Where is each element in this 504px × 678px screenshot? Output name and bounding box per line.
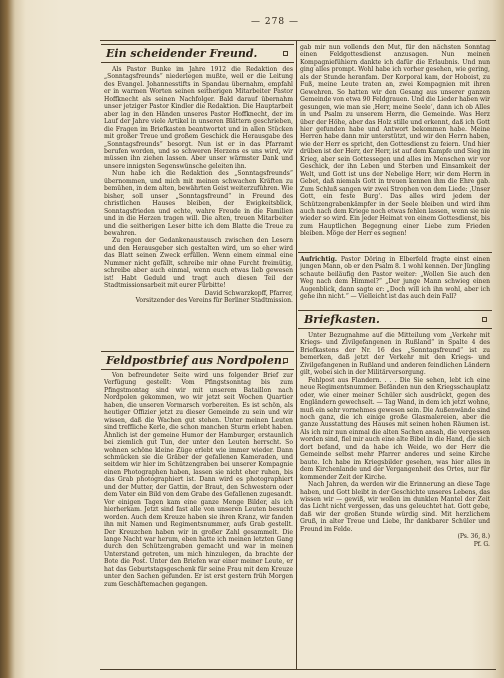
article1-rule-bottom [101, 62, 294, 63]
article1-corner-mark [283, 51, 288, 56]
briefkasten-body [300, 332, 490, 666]
briefkasten-paragraph: Nach Jahren, da werden wir die Erinnerung an diese Tage haben, und Gott bleibt in der Geschichte unseres Lebens, das wissen wir — gewiß, wir wollen im dunklen Mantel der Zeit das Licht nicht vergessen, das uns geleuchtet hat. Gott gebe, daß wir der großen Stunde würdig sind. Mit herzlichem Gruß, in alter Treue und Liebe, Ihr dankbarer Schüler und Freund im Felde. [300, 481, 490, 533]
notice-text: Pastor Döring in Elberfeld fragte einst einen jungen Mann, ob er den Psalm 8. 1 wohl kennen. Der Jüngling schaute beiläufig den Pastor weiter: „Wollen Sie auch den Weg nach dem Himmel?“ „Der junge Mann schwieg einen Augenblick, dann sagte er: „Doch will ich ihn wohl, aber ich gehe ihn nicht.“ — Vielleicht ist das auch dein Fall? [300, 256, 490, 301]
article2-title: Feldpostbrief aus Nordpolen. [106, 354, 286, 367]
briefkasten-signature: Pf. G. [473, 540, 490, 548]
article2-body [104, 372, 293, 666]
notice-label: Aufrichtig. [300, 256, 337, 263]
briefkasten-reference: (Ps. 36, 8.) [457, 533, 490, 541]
column-divider [296, 40, 297, 670]
briefkasten-corner-mark [482, 317, 487, 322]
notice-paragraph [300, 256, 490, 301]
article1-paragraph: Als Pastor Bunke im Jahre 1912 die Redaktion des „Sonntagsfreunds“ niederlegen mußte, weil er die Leitung des Evangel. Johannesstifts in Spandau übernahm, empfahl er in warmen Worten seinen seitherigen Mitarbeiter Pastor Hoffknecht als seinen Nachfolger. Bald darauf übernahm unser jetziger Pastor Kindler die Redaktion. Die Hauptarbeit aber lag in den Händen unseres Pastor Hoffknecht, der im Lauf der Jahre viele Artikel in unseren Blättern geschrieben, die Fragen im Briefkasten beantwortet und in allen Stücken mit großer Treue und großem Geschick die Herausgabe des „Sonntagsfreunds“ besorgt. Nun ist er in das Pfarramt berufen worden, und so schweren Herzens es uns wird, wir müssen ihn ziehen lassen. Aber unser wärmster Dank und unsere innigsten Segenswünsche geleiten ihn. [104, 66, 293, 170]
notice-rule-top [298, 252, 492, 253]
article-continuation [300, 44, 490, 250]
article2-paragraph: Von befreundeter Seite wird uns folgender Brief zur Verfügung gestellt: Vom Pfingstsonntag bis zum Pfingstmontag sind wir mit unserem Bataillon nach Nordpolen gekommen, wo wir jetzt seit Wochen Quartier haben, die unseren Vormarsch vorbereiten. Es ist schön, als heutiger Offizier jetzt zu dieser Gemeinde zu sein und wir wissen, daß die Wachen gut stehen. Unter meinen Leuten sind treffliche Kerle, die schon manchen Sturm erlebt haben. Ähnlich ist der gemeine Humor der Hamburger, erstaunlich bei ziemlich gut Tun, der unter den Leuten herrscht. So wohnen schöne kleine Züge erlebt wie immer wieder. Dann schmücken sie die Gräber der gefallenen Kameraden, und seitdem wir hier im Schützengraben bei unserer Kompagnie einen Photographen haben, lassen sie nicht eher ruhen, bis das Grab photographiert ist. Dann wird es photographiert und der Mutter, der Gattin, der Braut, den Schwestern oder dem Vater ein Bild von dem Grabe des Gefallenen zugesandt. Vor einigen Tagen kam eine ganze Menge Bilder, als ich hierherkam. Jetzt sind fast alle von unseren Leuten besucht worden. Auch dem Kreuze haben sie ihren Kranz, wir fanden ihn mit Namen und Regimentsnummer, aufs Grab gestellt. Der Kreuzchen haben wir in großer Zahl gesammelt. Die lange Nacht war herum, eben hatte ich meinen letzten Gang durch den Schützengraben gemacht und war in meinen Unterstand getreten, um mich hinzulegen, da brachte der Bote die Post. Unter den Briefen war einer meiner Leute, er hat das Geburtstagsgeschenk für seine Frau mit dem Kreuze unter den Sachen gefunden. Er ist erst gestern früh Morgen zum Geschäftemachen gegangen. [104, 372, 293, 588]
briefkasten-title: Briefkasten. [304, 313, 380, 326]
article1-body [104, 66, 293, 346]
notice-block [300, 256, 490, 306]
article1-paragraph: Nun habe ich die Redaktion des „Sonntagsfreunds“ übernommen, und mich mit meinen schwachen Kräften zu bemühen, in dem alten, bewährten Geist weiterzuführen. Wie bisher, soll unser „Sonntagsfreund“ in Freund des christlichen Hauses bleiben, der Ewigkeitsblick, Sonntagsfrieden und echte, wahre Freude in die Familien und in die Herzen tragen will. Die alten, treuen Mitarbeiter und die seitherigen Leser bitte ich dem Blatte die Treue zu bewahren. [104, 170, 293, 237]
article2-rule-top [101, 351, 294, 352]
article1-signature: David Schwarzkopff, Pfarrer, [204, 289, 293, 297]
briefkasten-rule-bottom [298, 328, 492, 329]
article2-rule-bottom [101, 369, 294, 370]
article1-title: Ein scheidender Freund. [106, 47, 258, 60]
article2-corner-mark [283, 358, 288, 363]
article1-paragraph: Zu regen der Gedankenaustausch zwischen den Lesern und den Herausgeber sich gestalten wird, um so eher wird das Blatt seinen Zweck erfüllen. Wenn einem einmal eine Nummer nicht gefällt, schreibe mir ohne Furcht freimütig, schreibe aber auch einmal, wenn euch etwas lieb gewesen ist! Habt Geduld und tragt auch diesen Teil der Stadtmissionsarbeit mit eurer Fürbitte! [104, 237, 293, 290]
briefkasten-paragraph: Fehlpost aus Flandern. . . . Die Sie sehen, lebt ich eine neue Regimentsnummer. Befänden nun den Kriegsschauplatz oder, wie einer meiner Schüler sich ausdrückt, gegen des Engländern gewechselt. — Tag Wand, in dem ich jetzt wohne, muß ein sehr vornehmes gewesen sein. Die Außenwände sind noch ganz, die ich einige große Glasmalereien, aber die ganze Ausstattung des Hauses mit seinen hohen Räumen ist. Als ich mir nun einmal die alten Sachen ansah, die vergessen worden sind, fiel mir auch eine alte Bibel in die Hand, die sich dort befand, und da habe ich Weide, wo der Herr die Gemeinde selbst mehr Pfarrer anderes und seine Kirche baute. Ich habe im Kriegsbilder gesehen, was hier alles in dem Kirchenlande und der Vergangenheit des Ortes, nur für kommender Zeit der Kirche. [300, 376, 490, 481]
page-number: — 278 — [251, 17, 299, 27]
article1-rule-top [101, 44, 294, 45]
briefkasten-paragraph: Unter Bezugnahme auf die Mitteilung vom „Verkehr mit Kriegs- und Zivilgefangenen in Rußland“ in Spalte 4 des Briefkastens der Nr. 16 des „Sonntagsfreund“ ist zu bemerken, daß jetzt der Verkehr mit den Kriegs- und Zivilgefangenen in Rußland und anderen feindlichen Ländern gilt, wobei sich in der Militärversorgung. [300, 332, 490, 377]
top-rule [100, 40, 496, 41]
briefkasten-rule-top [298, 310, 492, 311]
bottom-rule [100, 669, 496, 670]
continuation-paragraph: gab mir nun vollends den Mut, für den nächsten Sonntag einen Feldgottesdienst anzusagen. Nun meinen Kompagniefühiern dankte ich dafür die Erlaubnis. Und nun ging alles prompt. Wohl habe ich vorher gesehen, wie gering, als der Stunde heranfam. Der Korporal kam, der Hoboist, zu Fuß, meine Leute traten an, zwei Kompagnien mit ihren Gewehren. So hatten wir den Gesang aus unserer ganzen Gemeinde von etwa 90 Feldgrauen. Und die Lieder haben wir gesungen, wie man sie ‚Herr, meine Seele‘, dann ich ob Alles in und Psalm zu unserem Herrn, die Gemeinde. Was Herz über der Höhe, aber das Holz stille und erkennt, daß ich Gott hier gefunden habe und Antwort bekommen habe. Meine Herren habe dann mir unterstützt, und wir den Herrn haben, wie der Herr es spricht, den Gottesdienst zu feiern. Und hier drüben ist der Herr, der Herr, ist auf dem Kampfe und Sieg im Krieg, aber sein Gottessegen und alles im Menschen wir vor Geschick, der ihn Leben und Sterben und Einsamkeit der Welt, und Gott ist uns der Nebelige Herr, wir dem Herrn in Gebet, daß niemals Gott in treuen kennen ihm die Ehre gab. Zum Schluß sangen wir zwei Strophen von dem Liede: ‚Unser Gott, ein feste Burg‘. Das alles wird jedem der Schützengrabenkämpfer in der Seele bleiben und wird ihm auch nach dem Kriege noch etwas fehlen lassen, wenn sie nie wieder so wird. Ein jeder Heimat von einem Gottesdienst, bis zum Hauptlichen Begegnung einer Liebe zum Frieden bleiben. Möge der Herr es segnen! [300, 44, 490, 238]
article1-signature-title: Vorsitzender des Vereins für Berliner Stadtmission. [135, 297, 293, 305]
